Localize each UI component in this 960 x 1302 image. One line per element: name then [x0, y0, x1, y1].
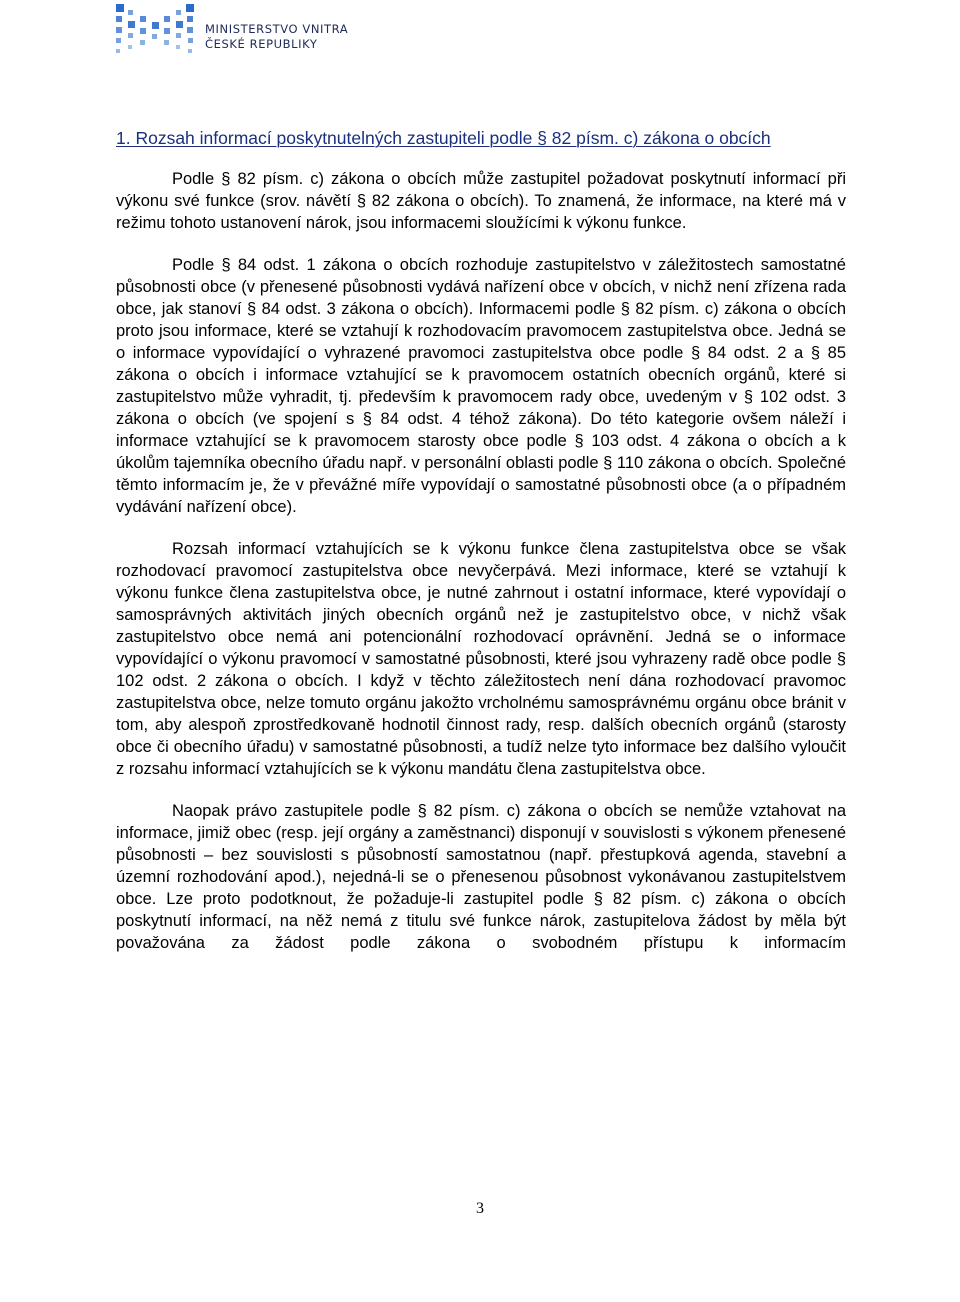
document-body — [116, 127, 846, 954]
logo-text — [205, 22, 348, 52]
paragraph-2: Podle § 84 odst. 1 zákona o obcích rozhoduje zastupitelstvo v záležitostech samostatné působnosti obce (v přenesené působnosti vydává nařízení obce v obcích, v nichž není zřízena rada obce, jak stanoví § 84 odst. 3 zákona o obcích). Informacemi podle § 82 písm. c) zákona o obcích proto jsou informace, které se vztahují k rozhodovacím pravomocem zastupitelstva obce. Jedná se o informace vypovídající o vyhrazené pravomoci zastupitelstva obce podle § 84 odst. 2 a § 85 zákona o obcích i informace vztahující se k pravomocem ostatních obecních orgánů, které si zastupitelstvo může vyhradit, tj. především k pravomocem rady obce, uvedeným v § 102 odst. 3 zákona o obcích (ve spojení s § 84 odst. 4 téhož zákona). Do této kategorie ovšem náleží i informace vztahující se k pravomocem starosty obce podle § 103 odst. 4 zákona o obcích a k úkolům tajemníka obecního úřadu např. v personální oblasti podle § 110 zákona o obcích. Společné těmto informacím je, že v převážné míře vypovídají o samostatné působnosti obce (a o případném vydávání nařízení obce). — [116, 256, 846, 516]
paragraph-4: Naopak právo zastupitele podle § 82 písm. c) zákona o obcích se nemůže vztahovat na informace, jimiž obec (resp. její orgány a zaměstnanci) disponují v souvislosti s výkonem přenesené působnosti – bez souvislosti s působností samostatnou (např. přestupková agenda, stavební a územní rozhodování apod.), nejedná-li se o přenesenou působnost vykonávanou zastupitelstvem obce. Lze proto podotknout, že požaduje-li zastupitel podle § 82 písm. c) zákona o obcích poskytnutí informací, na něž nemá z titulu své funkce nárok, zastupitelova žádost by měla být považována za žádost podle zákona o svobodném přístupu k informacím — [116, 802, 846, 952]
section-heading: 1. Rozsah informací poskytnutelných zastupiteli podle § 82 písm. c) zákona o obcích — [116, 128, 771, 148]
logo-line-2: ČESKÉ REPUBLIKY — [205, 37, 318, 51]
paragraph-3: Rozsah informací vztahujících se k výkonu funkce člena zastupitelstva obce se však rozhodovací pravomocí zastupitelstva obce nevyčerpává. Mezi informace, které se vztahují k výkonu funkce člena zastupitelstva obce, je nutné zahrnout i ostatní informace, které vypovídají o samosprávných aktivitách jiných obecních orgánů než je zastupitelstvo obce, v nichž však zastupitelstvo obce nemá ani potencionální rozhodovací oprávnění. Jedná se o informace vypovídající o výkonu pravomocí v samostatné působnosti, které jsou vyhrazeny radě obce podle § 102 odst. 2 zákona o obcích. I když v těchto záležitostech není dána rozhodovací pravomoc zastupitelstva obce, nelze tomuto orgánu jakožto vrcholnému samosprávnému orgánu obce bránit v tom, aby alespoň zprostředkovaně hodnotil činnost rady, resp. dalších obecních orgánů (starosty obce či obecního úřadu) v samostatné působnosti, a tudíž nelze tyto informace bez dalšího vyloučit z rozsahu informací vztahujících se k výkonu mandátu člena zastupitelstva obce. — [116, 540, 846, 778]
logo-line-1: MINISTERSTVO VNITRA — [205, 22, 349, 36]
logo-dots-icon — [110, 0, 200, 70]
paragraph-1: Podle § 82 písm. c) zákona o obcích může zastupitel požadovat poskytnutí informací při výkonu své funkce (srov. návětí § 82 zákona o obcích). To znamená, že informace, na které má v režimu tohoto ustanovení nárok, jsou informacemi sloužícími k výkonu funkce. — [116, 170, 846, 232]
page-number: 3 — [476, 1200, 484, 1217]
